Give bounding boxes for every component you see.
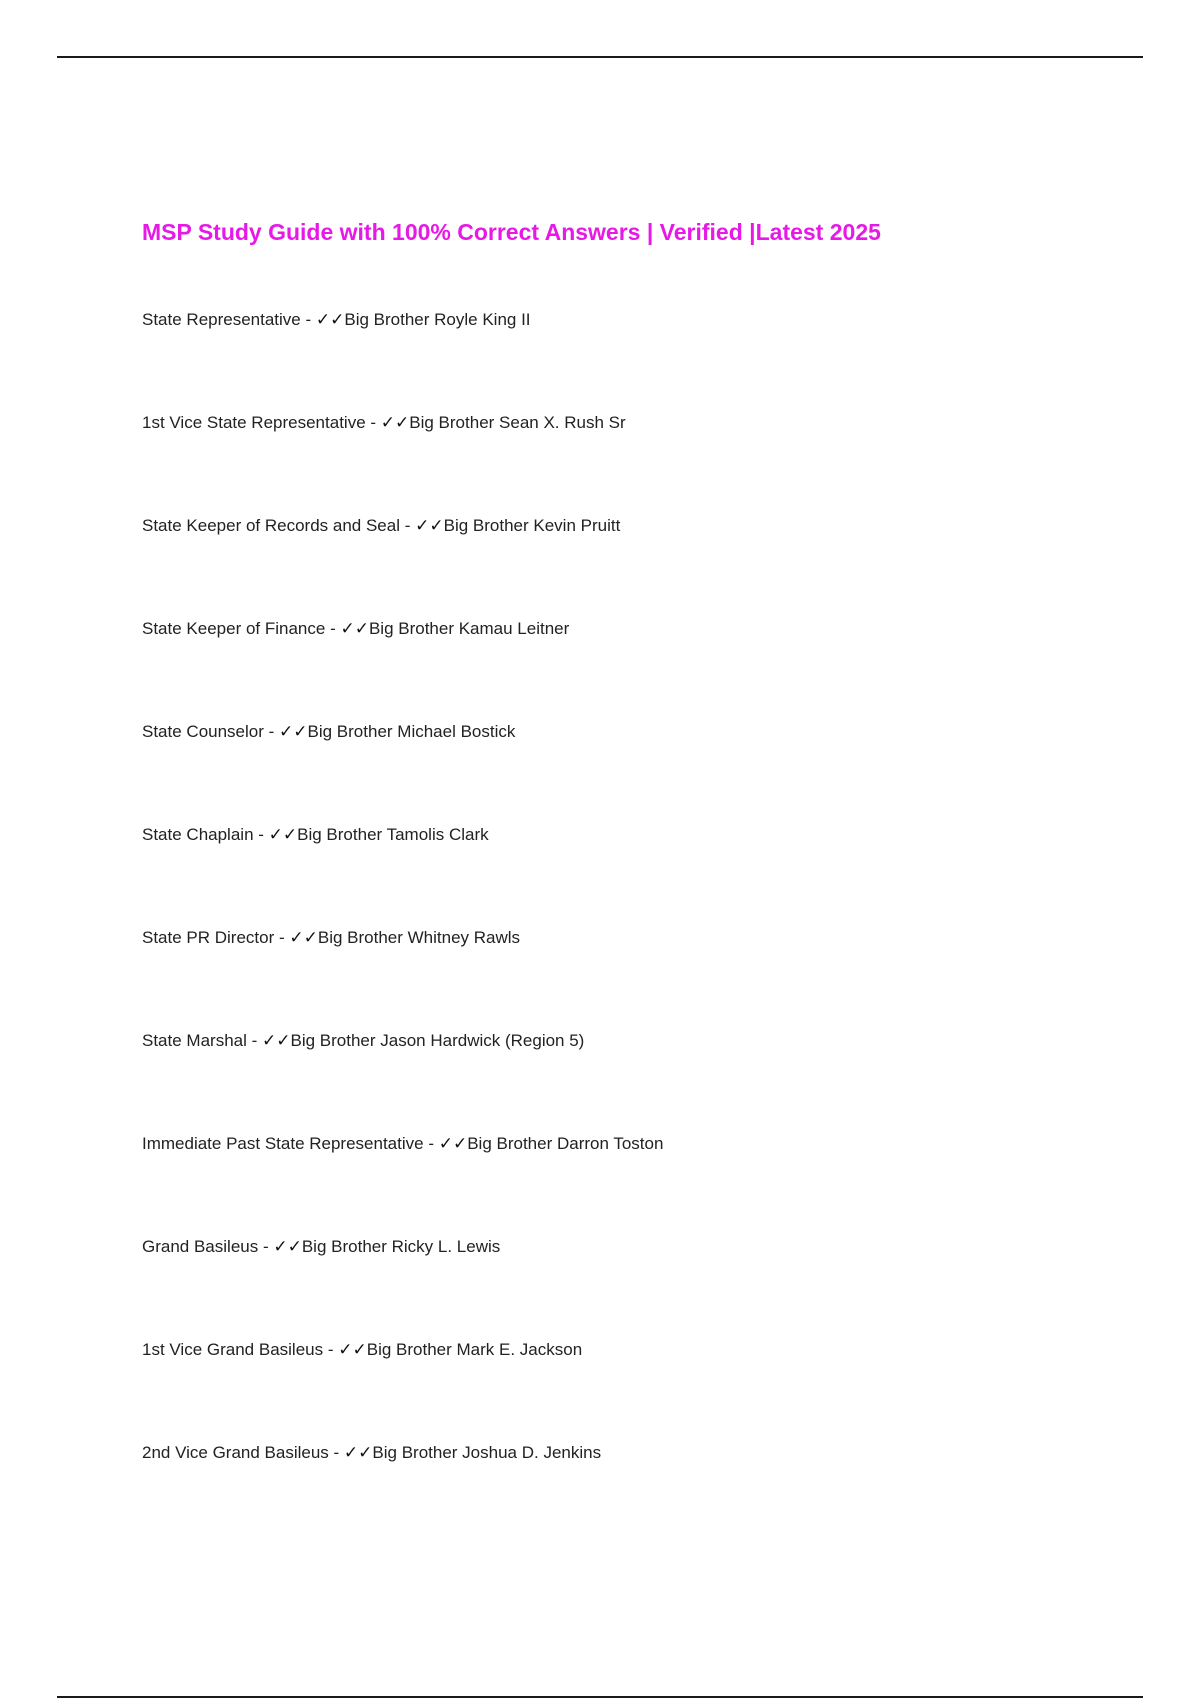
separator: - — [328, 1443, 344, 1462]
question-text: 1st Vice Grand Basileus — [142, 1340, 324, 1359]
qa-item — [142, 305, 663, 408]
separator: - — [365, 413, 381, 432]
answer-text: Big Brother Sean X. Rush Sr — [409, 413, 626, 432]
check-mark-icon: ✓✓ — [273, 1237, 302, 1257]
answer-text: Big Brother Kamau Leitner — [368, 619, 570, 638]
separator: - — [253, 825, 269, 844]
header-rule — [57, 56, 1143, 58]
question-text: 2nd Vice Grand Basileus — [142, 1443, 329, 1462]
qa-item — [142, 1026, 663, 1129]
question-text: State Counselor — [142, 722, 264, 741]
qa-item — [142, 1438, 663, 1541]
check-mark-icon: ✓✓ — [438, 1134, 468, 1154]
check-mark-icon: ✓✓ — [338, 1340, 367, 1360]
separator: - — [274, 928, 290, 947]
answer-text: Big Brother Tamolis Clark — [297, 825, 489, 844]
qa-item — [142, 1335, 663, 1438]
qa-item — [142, 923, 663, 1026]
answer-text: Big Brother Jason Hardwick (Region 5) — [290, 1031, 585, 1050]
qa-item — [142, 1129, 663, 1232]
check-mark-icon: ✓✓ — [268, 825, 298, 845]
separator: - — [325, 619, 341, 638]
question-text: State Marshal — [142, 1031, 247, 1050]
document-title: MSP Study Guide with 100% Correct Answers | Verified |Latest 2025 — [142, 219, 881, 245]
check-mark-icon: ✓✓ — [380, 413, 410, 433]
check-mark-icon: ✓✓ — [279, 722, 308, 742]
answer-text: Big Brother Mark E. Jackson — [366, 1340, 583, 1359]
separator: - — [323, 1340, 339, 1359]
question-text: 1st Vice State Representative — [142, 413, 366, 432]
check-mark-icon: ✓✓ — [343, 1443, 373, 1463]
qa-item — [142, 511, 663, 614]
check-mark-icon: ✓✓ — [415, 516, 444, 536]
separator: - — [423, 1134, 439, 1153]
answer-text: Big Brother Kevin Pruitt — [443, 516, 621, 535]
qa-item — [142, 614, 663, 717]
answer-text: Big Brother Michael Bostick — [307, 722, 516, 741]
question-text: State Representative — [142, 310, 301, 329]
question-text: Grand Basileus — [142, 1237, 259, 1256]
separator: - — [400, 516, 416, 535]
answer-text: Big Brother Royle King II — [344, 310, 531, 329]
footer-rule — [57, 1696, 1143, 1698]
separator: - — [263, 722, 280, 741]
answer-text: Big Brother Ricky L. Lewis — [301, 1237, 501, 1256]
qa-list — [142, 305, 663, 1541]
separator: - — [258, 1237, 274, 1256]
check-mark-icon: ✓✓ — [315, 310, 345, 330]
question-text: State Keeper of Finance — [142, 619, 326, 638]
question-text: State Keeper of Records and Seal — [142, 516, 400, 535]
answer-text: Big Brother Darron Toston — [467, 1134, 664, 1153]
qa-item — [142, 1232, 663, 1335]
check-mark-icon: ✓✓ — [340, 619, 369, 639]
question-text: State Chaplain — [142, 825, 254, 844]
question-text: Immediate Past State Representative — [142, 1134, 424, 1153]
answer-text: Big Brother Joshua D. Jenkins — [372, 1443, 602, 1462]
check-mark-icon: ✓✓ — [262, 1031, 291, 1051]
check-mark-icon: ✓✓ — [289, 928, 318, 948]
separator: - — [300, 310, 316, 329]
answer-text: Big Brother Whitney Rawls — [317, 928, 521, 947]
question-text: State PR Director — [142, 928, 275, 947]
qa-item — [142, 820, 663, 923]
qa-item — [142, 717, 663, 820]
separator: - — [246, 1031, 262, 1050]
qa-item — [142, 408, 663, 511]
